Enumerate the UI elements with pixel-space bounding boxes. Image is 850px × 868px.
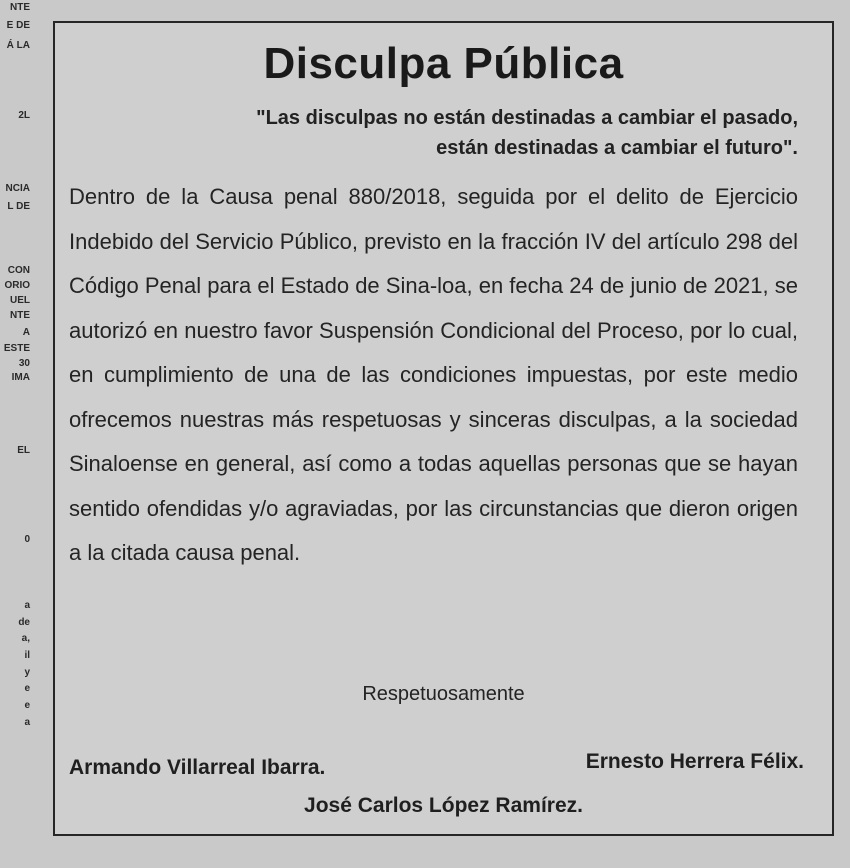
adjacent-text-fragment: 0 <box>24 534 30 545</box>
signatory-jose-carlos-lopez: José Carlos López Ramírez. <box>304 794 583 817</box>
notice-body: Dentro de la Causa penal 880/2018, seguida por el delito de Ejercicio Indebido del Servicio Público, previsto en la fracción IV del artículo 298 del Código Penal para el Estado de Sina-loa, en fecha 24 de junio de 2021, se autorizó en nuestro favor Suspensión Condicional del Proceso, por lo cual, en cumplimiento de una de las condiciones impuestas, por este medio ofrecemos nuestras más respetuosas y sinceras disculpas, a la sociedad Sinaloense en general, así como a todas aquellas personas que se hayan sentido ofendidas y/o agraviadas, por las circunstancias que dieron origen a la citada causa penal. <box>69 184 798 565</box>
adjacent-text-fragment: ESTE <box>3 343 30 354</box>
epigraph-quote <box>256 103 798 163</box>
adjacent-text-fragment: IMA <box>11 372 30 383</box>
adjacent-text-fragment: 30 <box>18 358 30 369</box>
adjacent-text-fragment: CON <box>7 265 30 276</box>
adjacent-text-fragment: e <box>24 700 30 711</box>
closing-salutation: Respetuosamente <box>362 683 525 705</box>
adjacent-text-fragment: 2L <box>18 110 30 121</box>
adjacent-newspaper-column <box>0 0 34 868</box>
signatory-ernesto-herrera: Ernesto Herrera Félix. <box>585 750 804 773</box>
adjacent-text-fragment: a, <box>21 633 30 644</box>
adjacent-text-fragment: e <box>24 683 30 694</box>
adjacent-text-fragment: a <box>24 600 30 611</box>
quote-line-1: "Las disculpas no están destinadas a cambiar el pasado, <box>256 107 798 129</box>
adjacent-text-fragment: UEL <box>10 295 30 306</box>
adjacent-text-fragment: ORIO <box>4 280 30 291</box>
adjacent-text-fragment: de <box>18 617 30 628</box>
adjacent-text-fragment: EL <box>17 445 30 456</box>
adjacent-text-fragment: NCIA <box>5 183 30 194</box>
public-apology-notice <box>53 21 834 836</box>
adjacent-text-fragment: Á LA <box>6 40 30 51</box>
adjacent-text-fragment: il <box>24 650 30 661</box>
adjacent-text-fragment: NTE <box>10 2 30 13</box>
adjacent-text-fragment: y <box>24 667 30 678</box>
adjacent-text-fragment: A <box>22 327 30 338</box>
adjacent-text-fragment: NTE <box>10 310 30 321</box>
quote-line-2: están destinadas a cambiar el futuro". <box>436 137 798 159</box>
signatory-armando-villarreal: Armando Villarreal Ibarra. <box>69 756 326 779</box>
notice-title: Disculpa Pública <box>263 39 624 88</box>
adjacent-text-fragment: E DE <box>6 20 30 31</box>
adjacent-text-fragment: a <box>24 717 30 728</box>
adjacent-text-fragment: L DE <box>7 201 30 212</box>
